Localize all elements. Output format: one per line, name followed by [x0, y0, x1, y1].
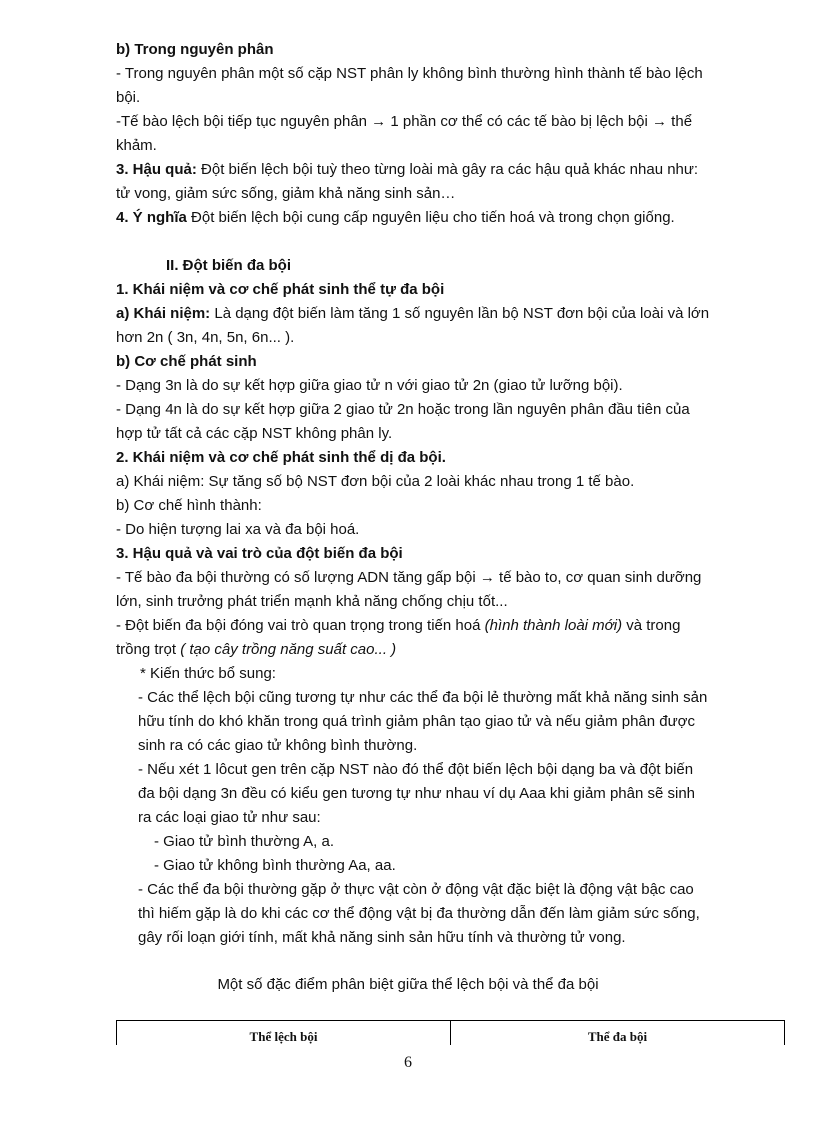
cultivation-italic: ( tạo cây trồng năng suất cao... ): [180, 641, 397, 658]
paragraph-role: [116, 616, 680, 636]
concept-text: Là dạng đột biến làm tăng 1 số nguyên lần bộ NST đơn bội của loài và lớn: [210, 305, 710, 322]
paragraph-line: - Dạng 4n là do sự kết hợp giữa 2 giao tử 2n hoặc trong lần nguyên phân đầu tiên của: [116, 401, 690, 418]
paragraph-line: - Do hiện tượng lai xa và đa bội hoá.: [116, 521, 360, 538]
paragraph-line: - Giao tử không bình thường Aa, aa.: [154, 857, 396, 874]
paragraph-line: a) Khái niệm: Sự tăng số bộ NST đơn bội của 2 loài khác nhau trong 1 tế bào.: [116, 473, 635, 490]
page-number: 6: [404, 1054, 412, 1071]
paragraph-line: sinh ra có các giao tử không bình thường.: [138, 737, 418, 754]
paragraph-line: ra các loại giao tử như sau:: [138, 809, 321, 826]
paragraph-line: hợp tử tất cả các cặp NST không phân ly.: [116, 425, 393, 442]
table-header-row: [117, 1021, 785, 1046]
paragraph-cultivation: [116, 640, 396, 660]
paragraph-line: hơn 2n ( 3n, 4n, 5n, 6n... ).: [116, 329, 295, 346]
supplement-heading: * Kiến thức bổ sung:: [140, 665, 276, 682]
paragraph-line: - Giao tử bình thường A, a.: [154, 833, 335, 850]
heading-consequences-polyploidy: 3. Hậu quả và vai trò của đột biến đa bội: [116, 545, 403, 562]
paragraph-consequence: [116, 160, 698, 180]
paragraph-line: gây rối loạn giới tính, mất khả năng sinh sản hữu tính và thường tử vong.: [138, 929, 626, 946]
paragraph-line: bội.: [116, 89, 141, 106]
comparison-table: [116, 1020, 785, 1045]
paragraph-line: - Dạng 3n là do sự kết hợp giữa giao tử n với giao tử 2n (giao tử lưỡng bội).: [116, 377, 623, 394]
paragraph-line: - Tế bào đa bội thường có số lượng ADN tăng gấp bội → tế bào to, cơ quan sinh dưỡng: [116, 569, 702, 586]
paragraph-line: - Trong nguyên phân một số cặp NST phân ly không bình thường hình thành tế bào lệch: [116, 65, 703, 82]
paragraph-line: - Các thể lệch bội cũng tương tự như các thể đa bội lẻ thường mất khả năng sinh sản: [138, 689, 708, 706]
paragraph-line: hữu tính do khó khăn trong quá trình giảm phân tạo giao tử và nếu giảm phân được: [138, 713, 695, 730]
paragraph-concept: [116, 304, 709, 324]
role-text-end: và trong: [622, 617, 681, 634]
paragraph-significance: [116, 208, 675, 228]
paragraph-line: lớn, sinh trưởng phát triển mạnh khả năng chống chịu tốt...: [116, 593, 508, 610]
table-caption: Một số đặc điểm phân biệt giữa thể lệch bội và thể đa bội: [217, 976, 599, 993]
paragraph-line: b) Cơ chế hình thành:: [116, 497, 262, 514]
paragraph-line: - Các thể đa bội thường gặp ở thực vật còn ở động vật đặc biệt là động vật bậc cao: [138, 881, 694, 898]
heading-mechanism: b) Cơ chế phát sinh: [116, 353, 257, 370]
role-italic: (hình thành loài mới): [484, 617, 623, 634]
table-header-polyploid: Thể đa bội: [451, 1021, 785, 1046]
paragraph-line: khảm.: [116, 137, 157, 154]
heading-allopolyploid: 2. Khái niệm và cơ chế phát sinh thể dị đa bội.: [116, 449, 446, 466]
table-header-aneuploid: Thể lệch bội: [117, 1021, 451, 1046]
concept-label: a) Khái niệm:: [116, 305, 211, 322]
paragraph-line: -Tế bào lệch bội tiếp tục nguyên phân → 1 phần cơ thể có các tế bào bị lệch bội → thể: [116, 113, 693, 130]
section-title-polyploidy: II. Đột biến đa bội: [166, 257, 291, 274]
heading-autopolyploid: 1. Khái niệm và cơ chế phát sinh thể tự đa bội: [116, 281, 445, 298]
paragraph-line: thì hiếm gặp là do khi các cơ thể động vật bị đa thường dẫn đến làm giảm sức sống,: [138, 905, 700, 922]
role-text: - Đột biến đa bội đóng vai trò quan trọng trong tiến hoá: [116, 617, 485, 634]
paragraph-line: tử vong, giảm sức sống, giảm khả năng sinh sản…: [116, 185, 456, 202]
cultivation-text: trồng trọt: [116, 641, 181, 658]
significance-label: 4. Ý nghĩa: [116, 209, 187, 226]
paragraph-line: - Nếu xét 1 lôcut gen trên cặp NST nào đó thể đột biến lệch bội dạng ba và đột biến: [138, 761, 694, 778]
consequence-label: 3. Hậu quả:: [116, 161, 197, 178]
consequence-text: Đột biến lệch bội tuỳ theo từng loài mà gây ra các hậu quả khác nhau như:: [196, 161, 699, 178]
paragraph-line: đa bội dạng 3n đều có kiểu gen tương tự như nhau ví dụ Aaa khi giảm phân sẽ sinh: [138, 785, 696, 802]
significance-text: Đột biến lệch bội cung cấp nguyên liệu cho tiến hoá và trong chọn giống.: [186, 209, 675, 226]
heading-b-mitosis: b) Trong nguyên phân: [116, 41, 274, 58]
